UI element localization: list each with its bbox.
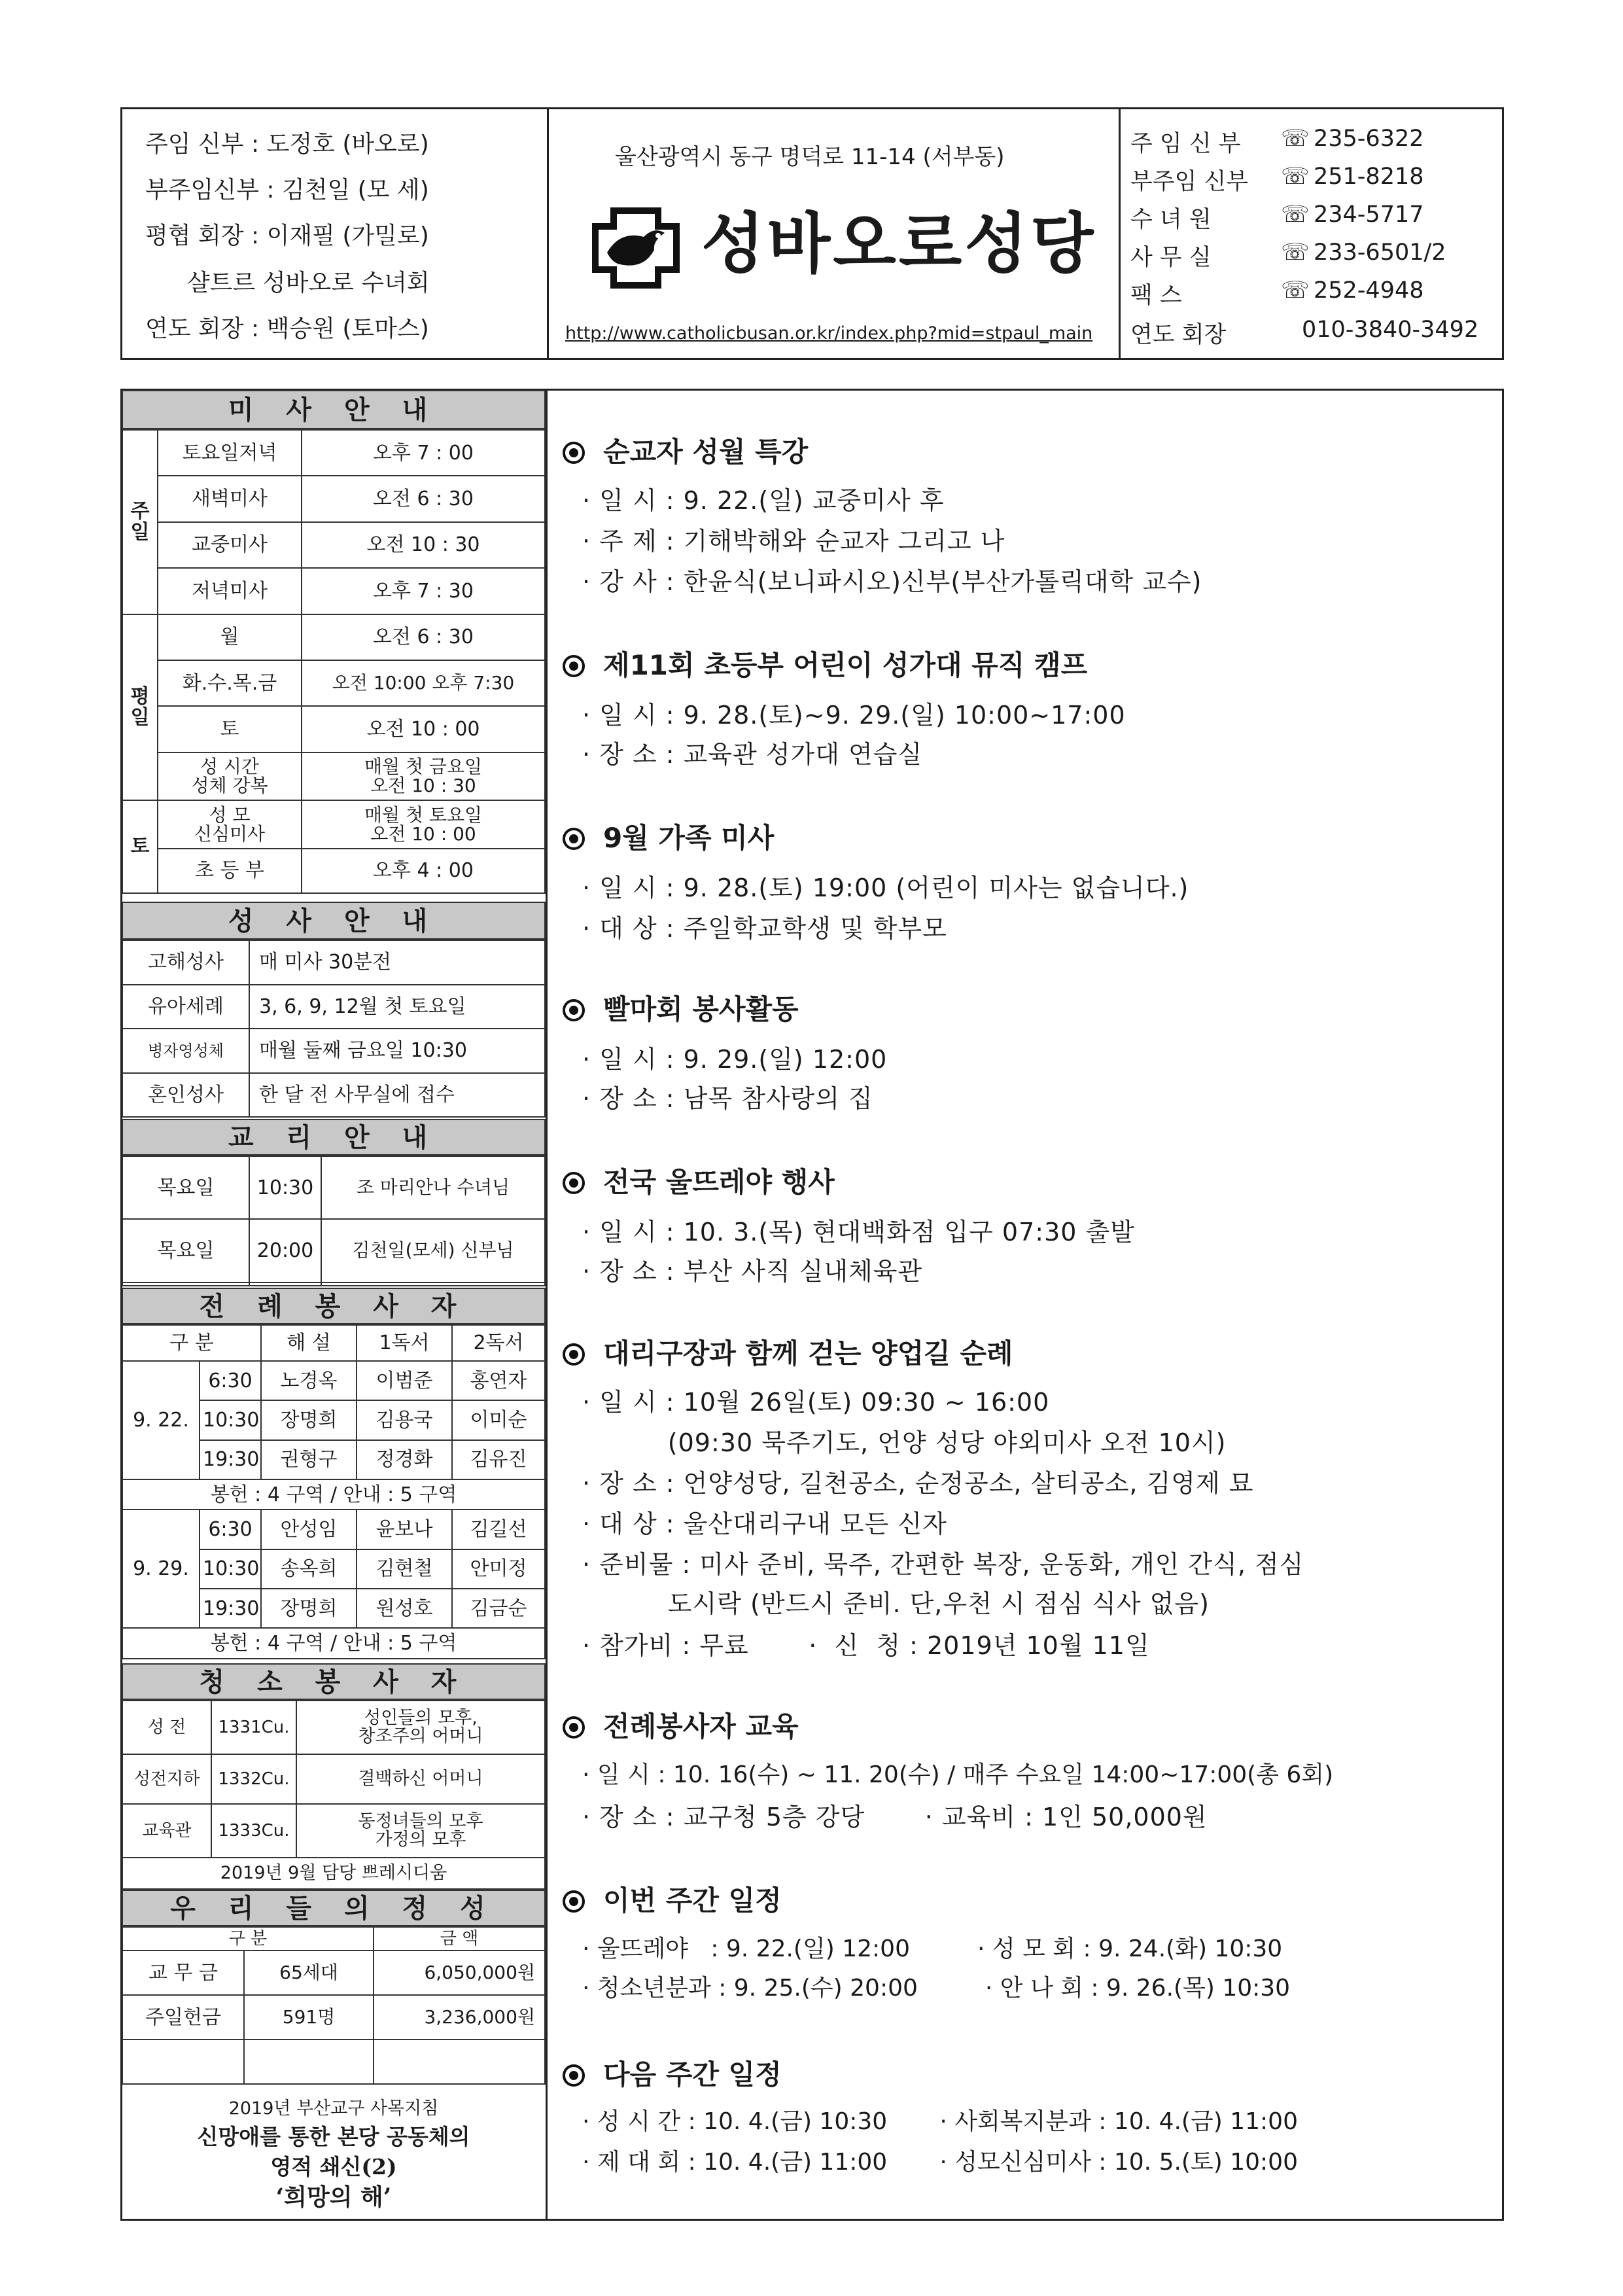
notice-line: · 장 소 : 부산 사직 실내체육관: [582, 1257, 923, 1286]
mass-time: 매월 첫 토요일 오전 10 : 00: [302, 800, 545, 848]
phone-icon: ☏: [1281, 164, 1310, 190]
liturgy-time: 19:30: [200, 1440, 261, 1479]
mass-time: 오전 10 : 30: [302, 522, 545, 568]
pastor-line: 주임 신부 : 도정호 (바오로): [145, 131, 429, 158]
sacrament-info: 매월 둘째 금요일 10:30: [249, 1029, 545, 1073]
cleaning-place: 교육관: [122, 1804, 211, 1858]
doctrine-table: [122, 1156, 546, 1286]
liturgy-person: 권형구: [261, 1440, 357, 1479]
liturgy-time: 6:30: [200, 1361, 261, 1400]
mass-name: 화.수.목.금: [158, 660, 302, 706]
sacrament-name: 혼인성사: [122, 1073, 249, 1118]
liturgy-time: 10:30: [200, 1400, 261, 1439]
cleaning-code: 1333Cu.: [211, 1804, 296, 1858]
notice-line: · 일 시 : 10. 16(수) ~ 11. 20(수) / 매주 수요일 14:00~17:00(총 6회): [582, 1761, 1334, 1788]
liturgy-table: [122, 1324, 546, 1659]
notice-title: 9월 가족 미사: [563, 817, 774, 856]
contact-number-pastor: 235-6322: [1314, 126, 1424, 152]
notice-title: 전국 울뜨레야 행사: [563, 1161, 835, 1200]
cleaning-code: 1332Cu.: [211, 1754, 296, 1804]
mass-name: 저녁미사: [158, 568, 302, 614]
radio-bullet-icon: [563, 442, 585, 464]
notice-line: · 장 소 : 남목 참사랑의 집: [582, 1084, 873, 1113]
phone-icon: ☏: [1281, 239, 1310, 266]
church-name: 성바오로성당: [701, 205, 1096, 282]
notice-title: 제11회 초등부 어린이 성가대 뮤직 캠프: [563, 644, 1087, 683]
offering-type: [122, 2040, 244, 2084]
doctrine-day: 목요일: [122, 1219, 249, 1282]
liturgy-header: 1독서: [357, 1325, 452, 1361]
mass-time: 오후 4 : 00: [302, 849, 545, 893]
sacrament-table: [122, 940, 546, 1118]
church-website-link[interactable]: http://www.catholicbusan.or.kr/index.php?mid=stpaul_main: [565, 323, 1093, 344]
notice-title: 다음 주간 일정: [563, 2053, 782, 2093]
liturgy-header: 2독서: [452, 1325, 545, 1361]
mass-name: 토요일저녁: [158, 430, 302, 476]
mass-time: 오전 10:00 오후 7:30: [302, 660, 545, 706]
diocese-motto-line2: 영적 쇄신(2): [270, 2154, 397, 2180]
liturgy-person: 송옥희: [261, 1549, 357, 1589]
offering-count: 65세대: [244, 1951, 374, 1995]
contact-label-yeondo: 연도 회장: [1130, 322, 1227, 348]
mass-time: 오후 7 : 00: [302, 430, 545, 476]
mass-section-title: 미 사 안 내: [122, 390, 546, 429]
notice-title: 순교자 성월 특강: [563, 431, 808, 470]
notice-line: · 일 시 : 9. 28.(토) 19:00 (어린이 미사는 없습니다.): [582, 874, 1189, 902]
liturgy-person: 김금순: [452, 1589, 545, 1628]
radio-bullet-icon: [563, 1343, 585, 1366]
mass-time: 오후 7 : 30: [302, 568, 545, 614]
mass-name: 새벽미사: [158, 476, 302, 521]
offering-table: [122, 1926, 546, 2085]
doctrine-time: 20:00: [249, 1219, 321, 1282]
mass-name: 성 시간 성체 강복: [158, 752, 302, 800]
notice-line: · 일 시 : 9. 28.(토)~9. 29.(일) 10:00~17:00: [582, 701, 1126, 730]
doctrine-day: 목요일: [122, 1156, 249, 1219]
liturgy-person: 안미정: [452, 1549, 545, 1589]
notice-line: · 대 상 : 울산대리구내 모든 신자: [582, 1510, 947, 1538]
liturgy-person: 장명희: [261, 1589, 357, 1628]
mass-group-label: 토: [122, 800, 158, 893]
radio-bullet-icon: [563, 828, 585, 850]
contact-number-associate: 251-8218: [1314, 164, 1424, 190]
notice-line: · 장 소 : 언양성당, 길천공소, 순정공소, 살티공소, 김영제 묘: [582, 1469, 1254, 1498]
diocese-motto-line3: ‘희망의 해’: [275, 2183, 392, 2211]
liturgy-section-title: 전 례 봉 사 자: [122, 1288, 546, 1324]
notice-line: 도시락 (반드시 준비. 단,우천 시 점심 식사 없음): [582, 1589, 1210, 1618]
liturgy-person: 정경화: [357, 1440, 452, 1479]
notice-line: · 제 대 회 : 10. 4.(금) 11:00 · 성모신심미사 : 10. 5.(토) 10:00: [582, 2149, 1298, 2176]
liturgy-date: 9. 29.: [122, 1510, 200, 1628]
liturgy-person: 원성호: [357, 1589, 452, 1628]
notice-title: 이번 주간 일정: [563, 1879, 782, 1918]
notice-line: · 일 시 : 9. 29.(일) 12:00: [582, 1045, 888, 1074]
liturgy-header: 해 설: [261, 1325, 357, 1361]
body-divider: [546, 389, 548, 2221]
phone-icon: ☏: [1281, 202, 1310, 228]
contact-number-convent: 234-5717: [1314, 202, 1424, 228]
mass-name: 토: [158, 706, 302, 752]
liturgy-person: 노경옥: [261, 1361, 357, 1400]
contact-number-office: 233-6501/2: [1314, 239, 1446, 266]
offering-amount: 3,236,000원: [374, 1995, 545, 2040]
sacrament-section-title: 성 사 안 내: [122, 902, 546, 940]
notice-line: · 참가비 : 무료 · 신 청 : 2019년 10월 11일: [582, 1631, 1150, 1660]
liturgy-person: 이미순: [452, 1400, 545, 1439]
mass-group-label: 평일: [122, 614, 158, 801]
council-president-line: 평협 회장 : 이재필 (가밀로): [145, 222, 429, 249]
cleaning-group: 결백하신 어머니: [296, 1754, 545, 1804]
offering-type: 교 무 금: [122, 1951, 244, 1995]
liturgy-time: 19:30: [200, 1589, 261, 1628]
sacrament-info: 매 미사 30분전: [249, 940, 545, 985]
offering-count: 591명: [244, 1995, 374, 2040]
radio-bullet-icon: [563, 1172, 585, 1194]
offering-amount: [374, 2040, 545, 2084]
contact-label-fax: 팩 스: [1130, 283, 1182, 309]
cleaning-code: 1331Cu.: [211, 1701, 296, 1754]
liturgy-time: 10:30: [200, 1549, 261, 1589]
sacrament-name: 병자영성체: [122, 1029, 249, 1073]
offering-section-title: 우 리 들 의 정 성: [122, 1890, 546, 1926]
notice-line: · 대 상 : 주일학교학생 및 학부모: [582, 914, 947, 943]
doctrine-day: [122, 1282, 249, 1286]
phone-icon: ☏: [1281, 277, 1310, 304]
church-address: 울산광역시 동구 명덕로 11-14 (서부동): [615, 144, 1005, 170]
radio-bullet-icon: [563, 2064, 585, 2087]
radio-bullet-icon: [563, 1716, 585, 1739]
liturgy-person: 안성임: [261, 1510, 357, 1549]
notice-line: (09:30 묵주기도, 언양 성당 야외미사 오전 10시): [582, 1428, 1227, 1457]
liturgy-person: 홍연자: [452, 1361, 545, 1400]
liturgy-person: 장명희: [261, 1400, 357, 1439]
sacrament-name: 고해성사: [122, 940, 249, 985]
notice-line: · 청소년분과 : 9. 25.(수) 20:00 · 안 나 회 : 9. 26.(목) 10:30: [582, 1975, 1291, 2002]
mass-time: 오전 6 : 30: [302, 614, 545, 660]
sacrament-info: 3, 6, 9, 12월 첫 토요일: [249, 985, 545, 1029]
offering-header: 구 분: [122, 1927, 374, 1951]
offering-amount: 6,050,000원: [374, 1951, 545, 1995]
church-logo-icon: [581, 207, 691, 289]
liturgy-header: 구 분: [122, 1325, 261, 1361]
sacrament-info: 한 달 전 사무실에 접수: [249, 1073, 545, 1118]
diocese-guideline: 2019년 부산교구 사목지침: [228, 2098, 439, 2119]
mass-name: 교중미사: [158, 522, 302, 568]
doctrine-teacher: 조 마리안나 수녀님: [321, 1156, 545, 1219]
notice-line: · 주 제 : 기해박해와 순교자 그리고 나: [582, 527, 1005, 556]
notice-line: · 준비물 : 미사 준비, 묵주, 간편한 복장, 운동화, 개인 간식, 점심: [582, 1550, 1304, 1579]
liturgy-person: 윤보나: [357, 1510, 452, 1549]
header-divider-right: [1119, 107, 1121, 360]
cleaning-place: 성 전: [122, 1701, 211, 1754]
notice-line: · 장 소 : 교육관 성가대 연습실: [582, 740, 923, 769]
notice-line: · 일 시 : 9. 22.(일) 교중미사 후: [582, 486, 945, 515]
liturgy-person: 김길선: [452, 1510, 545, 1549]
notice-line: · 일 시 : 10. 3.(목) 현대백화점 입구 07:30 출발: [582, 1218, 1135, 1246]
liturgy-person: 김용국: [357, 1400, 452, 1439]
notice-line: · 장 소 : 교구청 5층 강당 · 교육비 : 1인 50,000원: [582, 1803, 1208, 1831]
notice-line: · 강 사 : 한윤식(보니파시오)신부(부산가톨릭대학 교수): [582, 567, 1202, 596]
mass-name: 성 모 신심미사: [158, 800, 302, 848]
liturgy-note: 봉헌 : 4 구역 / 안내 : 5 구역: [122, 1479, 545, 1510]
doctrine-time: 10:30: [249, 1156, 321, 1219]
mass-time: 오전 6 : 30: [302, 476, 545, 521]
notice-line: · 성 시 간 : 10. 4.(금) 10:30 · 사회복지분과 : 10. 4.(금) 11:00: [582, 2108, 1298, 2135]
yeondo-president-line: 연도 회장 : 백승원 (토마스): [145, 315, 429, 342]
contact-number-yeondo: 010-3840-3492: [1302, 317, 1479, 343]
liturgy-note: 봉헌 : 4 구역 / 안내 : 5 구역: [122, 1628, 545, 1659]
contact-number-fax: 252-4948: [1314, 277, 1424, 304]
liturgy-person: 김현철: [357, 1549, 452, 1589]
offering-type: 주일헌금: [122, 1995, 244, 2040]
cleaning-table: [122, 1700, 546, 1890]
mass-group-label: 주일: [122, 430, 158, 614]
doctrine-teacher: [321, 1282, 545, 1286]
notice-line: · 일 시 : 10월 26일(토) 09:30 ~ 16:00: [582, 1388, 1050, 1417]
cleaning-place: 성전지하: [122, 1754, 211, 1804]
mass-name: 월: [158, 614, 302, 660]
doctrine-section-title: 교 리 안 내: [122, 1119, 546, 1156]
notice-title: 전례봉사자 교육: [563, 1705, 799, 1744]
cleaning-group: 성인들의 모후, 창조주의 어머니: [296, 1701, 545, 1754]
notice-title: 대리구장과 함께 걷는 양업길 순례: [563, 1332, 1013, 1371]
contact-label-convent: 수 녀 원: [1130, 207, 1212, 233]
header-divider-left: [547, 107, 549, 360]
doctrine-teacher: 김천일(모세) 신부님: [321, 1219, 545, 1282]
liturgy-time: 6:30: [200, 1510, 261, 1549]
radio-bullet-icon: [563, 999, 585, 1021]
cleaning-group: 동정녀들의 모후 가정의 모후: [296, 1804, 545, 1858]
sisters-line: 샬트르 성바오로 수녀회: [187, 270, 430, 296]
liturgy-person: 김유진: [452, 1440, 545, 1479]
doctrine-time: [249, 1282, 321, 1286]
mass-name: 초 등 부: [158, 849, 302, 893]
mass-time: 오전 10 : 00: [302, 706, 545, 752]
offering-count: [244, 2040, 374, 2084]
contact-label-pastor: 주 임 신 부: [1130, 131, 1241, 157]
contact-label-associate: 부주임 신부: [1130, 169, 1249, 195]
cleaning-note: 2019년 9월 담당 쁘레시디움: [122, 1858, 545, 1889]
offering-header: 금 액: [374, 1927, 545, 1951]
radio-bullet-icon: [563, 655, 585, 677]
mass-time: 매월 첫 금요일 오전 10 : 30: [302, 752, 545, 800]
diocese-motto-line1: 신망애를 통한 본당 공동체의: [197, 2124, 470, 2149]
mass-table: [122, 429, 546, 894]
associate-pastor-line: 부주임신부 : 김천일 (모 세): [145, 177, 429, 203]
sacrament-name: 유아세례: [122, 985, 249, 1029]
radio-bullet-icon: [563, 1890, 585, 1913]
contact-label-office: 사 무 실: [1130, 245, 1212, 271]
liturgy-person: 이범준: [357, 1361, 452, 1400]
cleaning-section-title: 청 소 봉 사 자: [122, 1663, 546, 1700]
notice-title: 빨마회 봉사활동: [563, 988, 799, 1027]
liturgy-date: 9. 22.: [122, 1361, 200, 1479]
notice-line: · 울뜨레야 : 9. 22.(일) 12:00 · 성 모 회 : 9. 24.(화) 10:30: [582, 1935, 1283, 1962]
phone-icon: ☏: [1281, 126, 1310, 152]
